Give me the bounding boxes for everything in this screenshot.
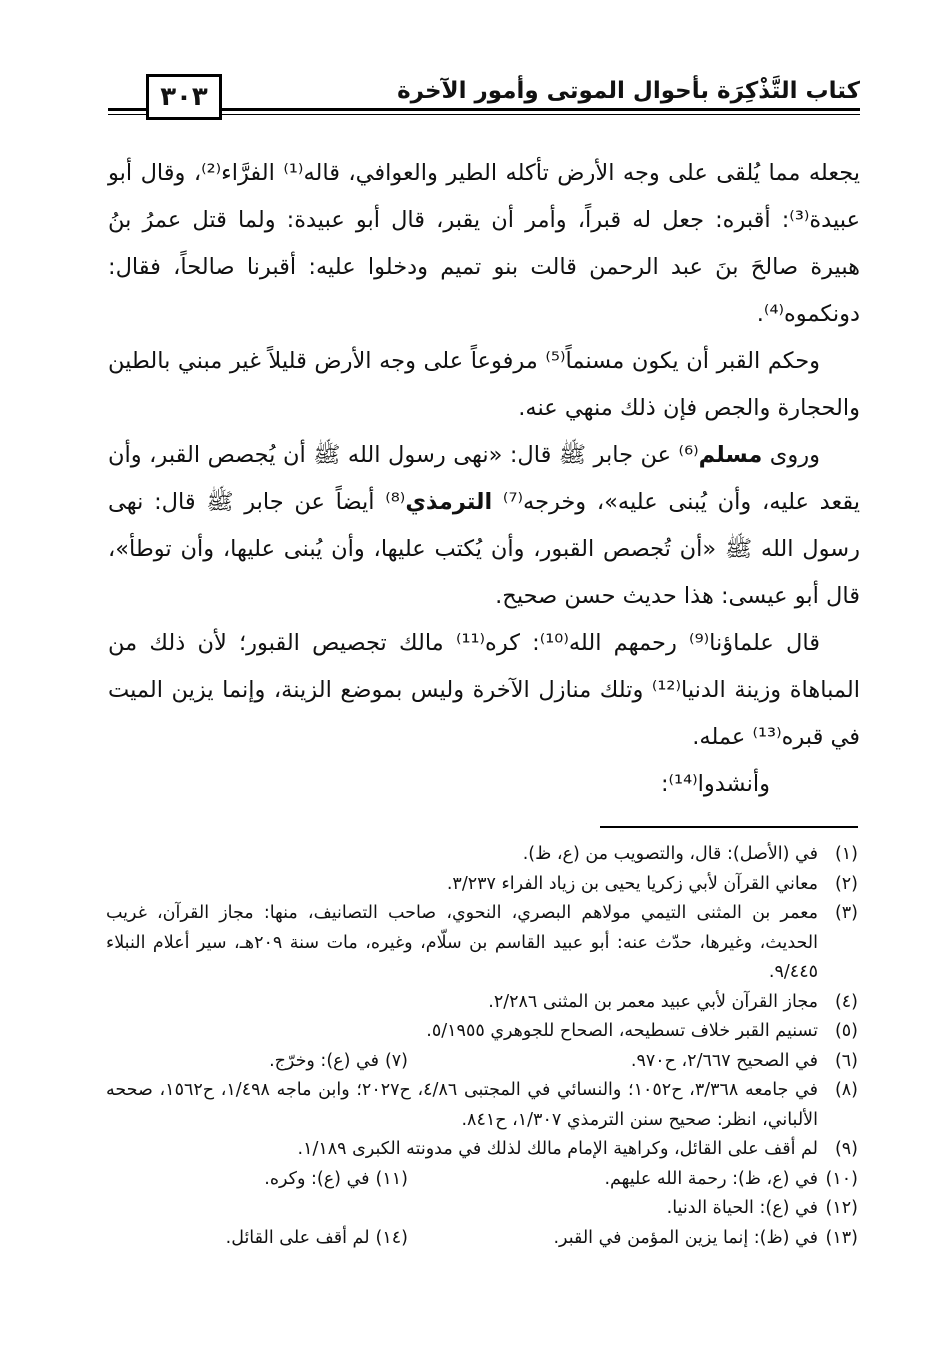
footnote-number: (٤) xyxy=(834,991,858,1012)
footnote-number: (٨) xyxy=(834,1080,858,1100)
footnote-number: (٩) xyxy=(834,1139,858,1159)
footnote xyxy=(106,1194,858,1224)
name-tirmidhi: الترمذي xyxy=(405,489,493,515)
footnote xyxy=(106,870,858,900)
main-text xyxy=(108,150,860,808)
footnote xyxy=(106,1076,858,1135)
footnote xyxy=(106,1017,858,1047)
footnote-text: في (ع): وخرّج. xyxy=(269,1050,379,1071)
footnote-pair xyxy=(106,1047,858,1077)
paragraph-5: وأنشدوا⁽¹⁴⁾: xyxy=(660,771,770,797)
paragraph-3-part-b: ⁽⁶⁾ عن جابر ﷺ قال: «نهى رسول الله ﷺ أن يُجصص القبر، وأن يقعد عليه، وأن يُبنى عليه»، وخرجه⁽⁷⁾ xyxy=(108,442,860,515)
footnote-text: في (ع): الحياة الدنيا. xyxy=(666,1198,818,1218)
footnote-pair xyxy=(106,1224,858,1254)
footnote xyxy=(106,840,858,870)
page-number: ٣٠٣ xyxy=(146,74,222,120)
footnote-text: معاني القرآن لأبي زكريا يحيى بن زياد الفراء ٣/٢٣٧. xyxy=(446,873,818,894)
footnote-text: في (الأصل): قال، والتصويب من (ع، ظ). xyxy=(522,844,818,864)
footnote-number: (١) xyxy=(834,844,858,864)
footnote-number: (١٤) xyxy=(375,1227,408,1248)
footnote xyxy=(226,1224,408,1254)
footnote-text: في (ظ): إنما يزين المؤمن في القبر. xyxy=(553,1227,818,1248)
footnote-number: (٧) xyxy=(384,1050,408,1071)
footnote-text: في الصحيح ٢/٦٦٧، ح٩٧٠. xyxy=(630,1050,818,1071)
paragraph-4: قال علماؤنا⁽⁹⁾ رحمهم الله⁽¹⁰⁾: كره⁽¹¹⁾ مالك تجصيص القبور؛ لأن ذلك من المباهاة وزينة الدنيا⁽¹²⁾ وتلك منازل الآخرة وليس بموضع الزينة، وإنما يزين الميت في قبره⁽¹³⁾ عمله. xyxy=(108,630,860,750)
footnote-number: (٦) xyxy=(834,1050,858,1071)
paragraph-3-part-c: ⁽⁸⁾ أيضاً عن جابر ﷺ قال: نهى رسول الله ﷺ «أن تُجصص القبور، وأن يُكتب عليها، وأن يُبنى عليها، وأن توطأ»، قال أبو عيسى: هذا حديث حسن صحيح. xyxy=(108,489,860,609)
footnote-text: في (ع): وكره. xyxy=(264,1168,370,1189)
footnote-text: لم أقف على القائل. xyxy=(225,1227,370,1248)
footnote-number: (١٠) xyxy=(825,1168,858,1189)
footnote xyxy=(106,899,858,988)
footnote-text: في (ع، ظ): رحمة الله عليهم. xyxy=(604,1168,818,1189)
footnote-text: في جامعه ٣/٣٦٨، ح١٠٥٢؛ والنسائي في المجتبى ٤/٨٦، ح٢٠٢٧؛ وابن ماجه ١/٤٩٨، ح١٥٦٢، صححه الألباني، انظر: صحيح سنن الترمذي ١/٣٠٧، ح٨٤١. xyxy=(106,1080,818,1130)
footnote-text: معمر بن المثنى التيمي مولاهم البصري، النحوي، صاحب التصانيف، منها: مجاز القرآن، غريب الحديث، وغيرها، حدّث عنه: أبو عبيد القاسم بن سلّام، وغيره، مات سنة ٢٠٩هـ، سير أعلام النبلاء ٩/٤٤٥. xyxy=(106,903,818,982)
footnote xyxy=(408,1224,858,1254)
page-header xyxy=(108,72,860,130)
paragraph-3 xyxy=(108,432,860,620)
footnote-number: (١١) xyxy=(375,1168,408,1189)
footnote-number: (٥) xyxy=(834,1021,858,1041)
name-muslim: مسلم xyxy=(698,442,763,468)
footnote xyxy=(106,1135,858,1165)
footnote-text: مجاز القرآن لأبي عبيد معمر بن المثنى ٢/٢٨٦. xyxy=(488,991,818,1012)
footnote xyxy=(264,1165,408,1195)
paragraph-1: يجعله مما يُلقى على وجه الأرض تأكله الطير والعوافي، قاله⁽¹⁾ الفرَّاء⁽²⁾، وقال أبو عبيدة⁽³⁾: أقبره: جعل له قبراً، وأمر أن يقبر، قال أبو عبيدة: ولما قتل عمرُ بنُ هبيرة صالحَ بنَ عبد الرحمن قالت بنو تميم ودخلوا عليه: أقبرنا صالحاً، فقال: دونكموه⁽⁴⁾. xyxy=(108,160,860,327)
footnote-number: (١٢) xyxy=(825,1198,858,1218)
footnote xyxy=(408,1047,858,1077)
footnote-separator xyxy=(600,826,858,828)
footnote-number: (١٣) xyxy=(825,1227,858,1248)
footnote xyxy=(106,988,858,1018)
paragraph-2: وحكم القبر أن يكون مسنماً⁽⁵⁾ مرفوعاً على وجه الأرض قليلاً غير مبني بالطين والحجارة والجص فإن ذلك منهي عنه. xyxy=(108,348,860,421)
footnote-number: (٢) xyxy=(834,873,858,894)
footnote xyxy=(269,1047,408,1077)
footnote-text: لم أقف على القائل، وكراهية الإمام مالك لذلك في مدونته الكبرى ١/١٨٩. xyxy=(297,1139,818,1159)
book-title: كتاب التَّذْكِرَة بأحوال الموتى وأمور الآخرة xyxy=(397,78,860,104)
footnote-text: تسنيم القبر خلاف تسطيحه، الصحاح للجوهري ٥/١٩٥٥. xyxy=(426,1021,818,1041)
footnote xyxy=(408,1165,858,1195)
footnotes xyxy=(106,840,858,1253)
footnote-pair xyxy=(106,1165,858,1195)
paragraph-3-part-a: وروى xyxy=(762,442,820,468)
footnote-number: (٣) xyxy=(834,903,858,923)
